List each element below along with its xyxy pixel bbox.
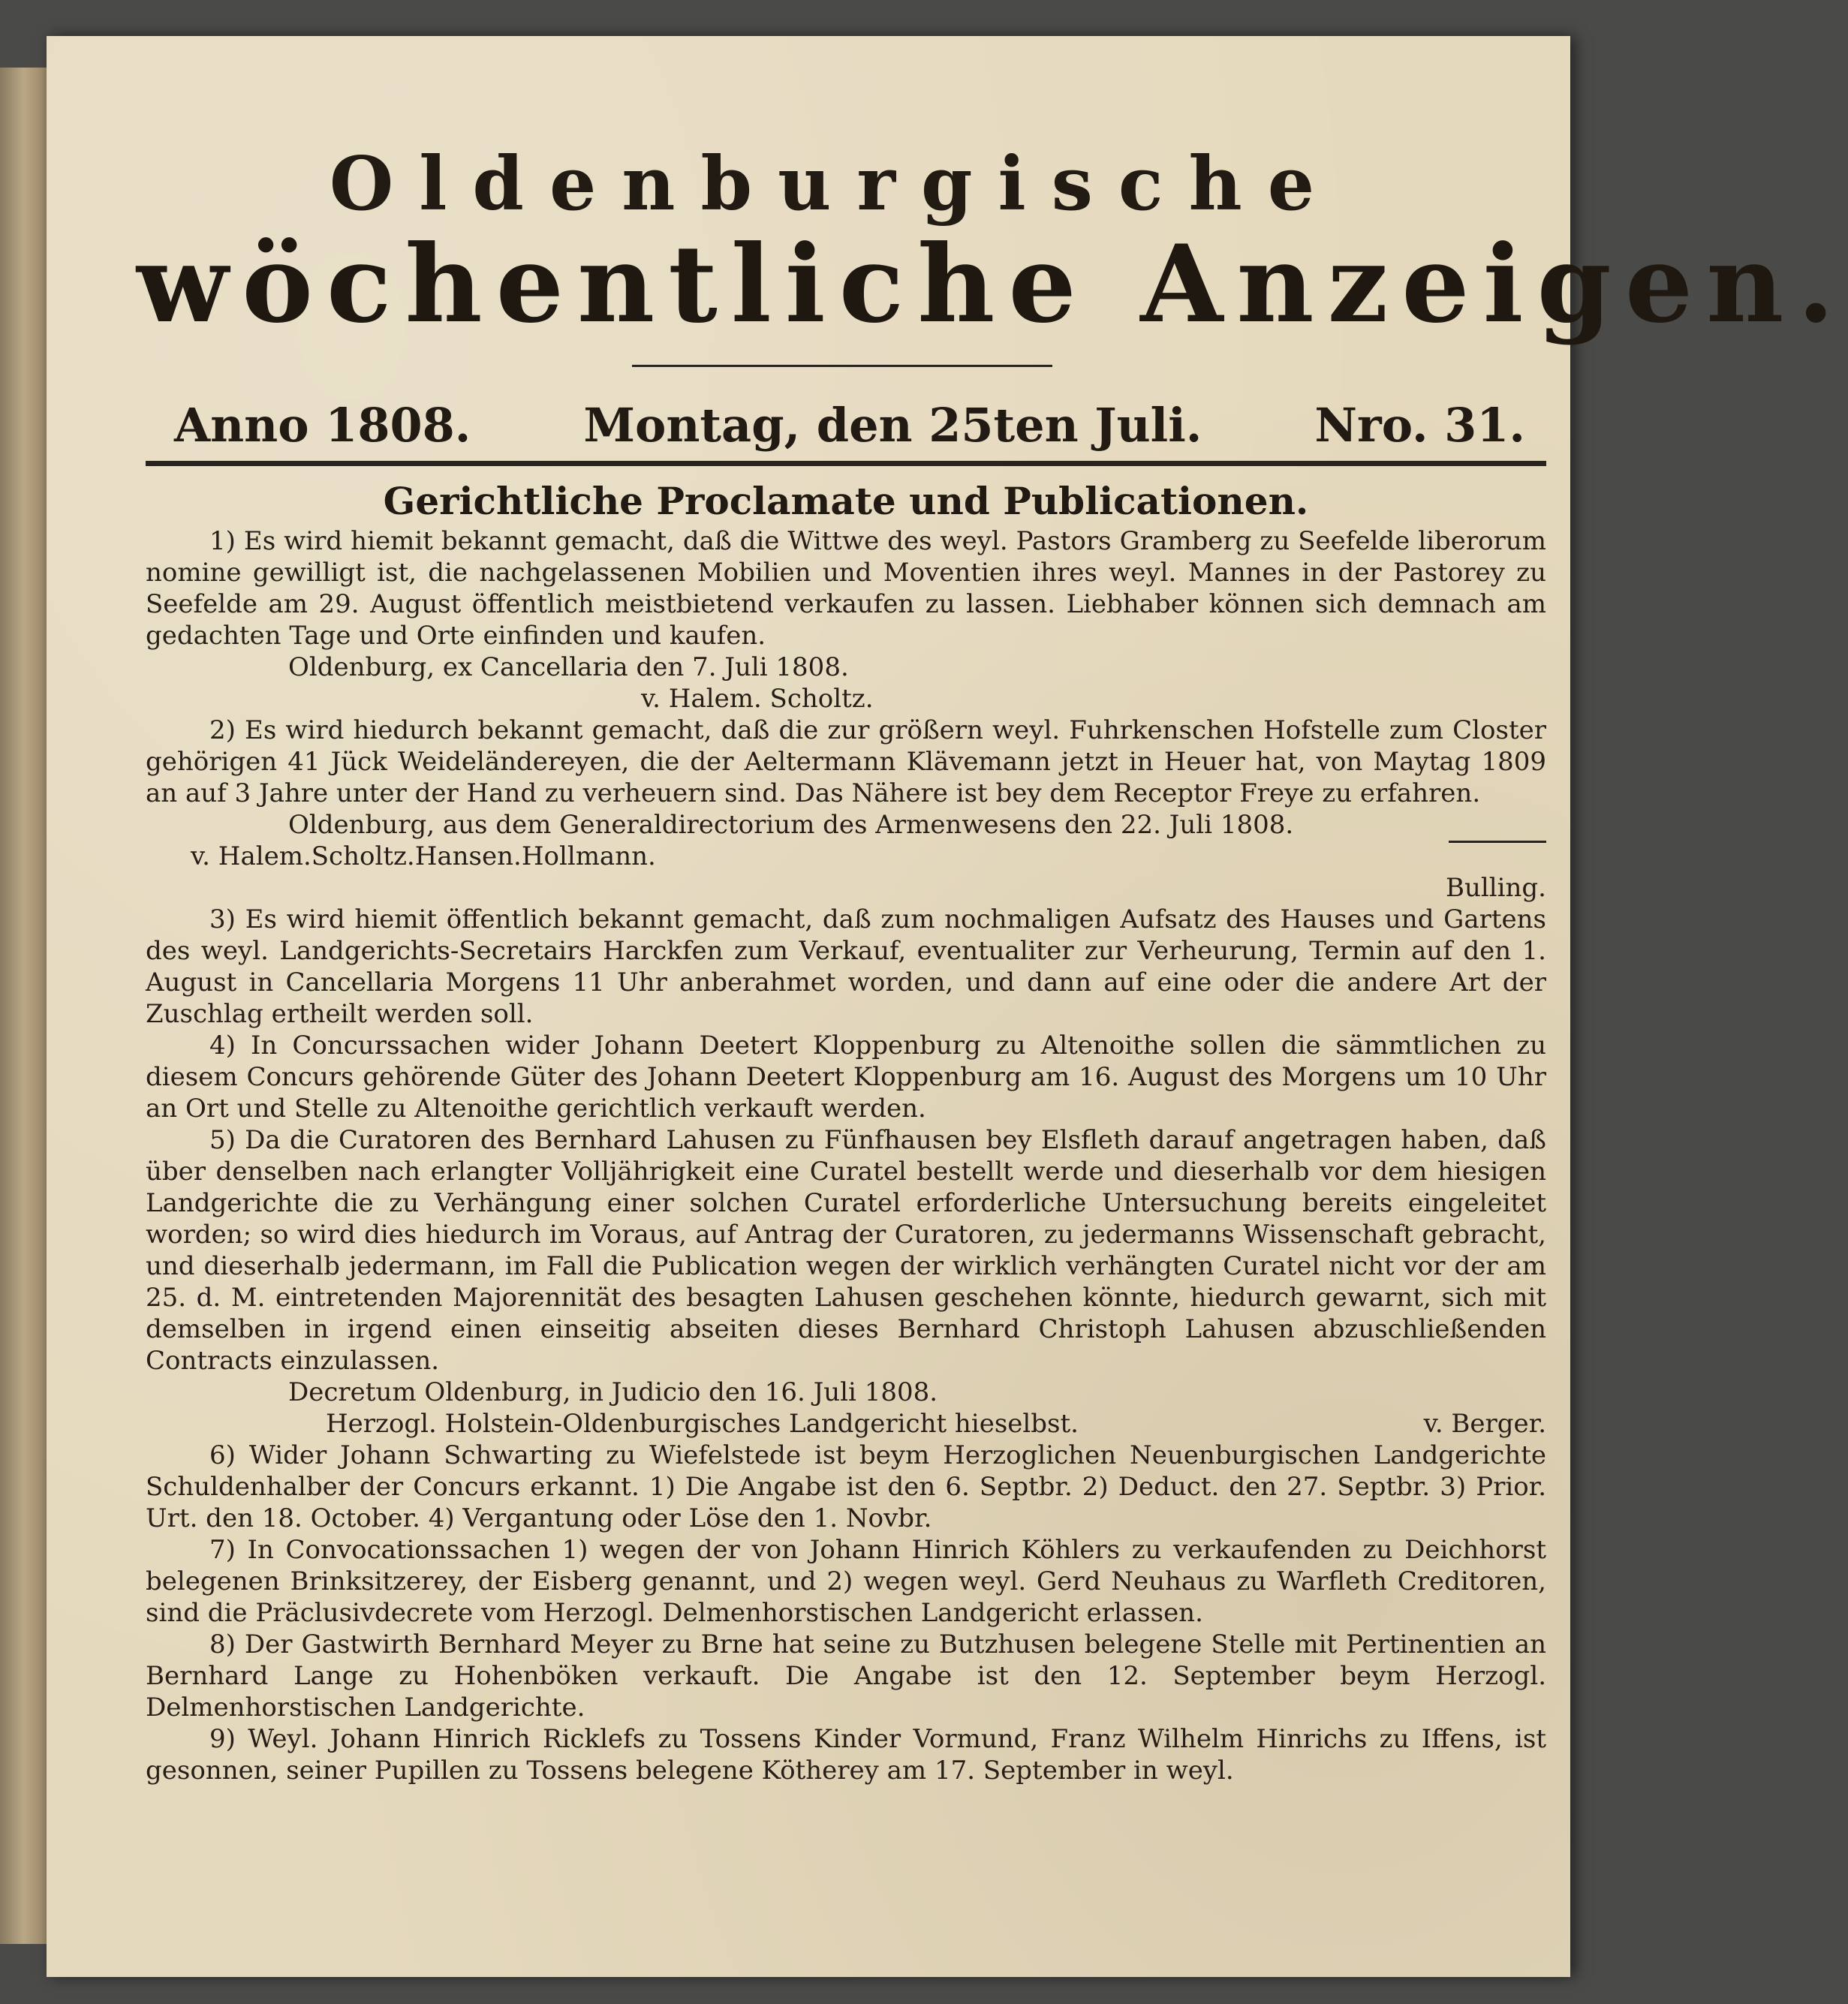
dateline	[152, 398, 1548, 453]
notice-8: 8) Der Gastwirth Bernhard Meyer zu Brne hat seine zu Butzhusen belegene Stelle mit Pertinentien an Bernhard Lange zu Hohenböken verkauft. Die Angabe ist den 12. September beym Herzogl. Delmenhorstischen Landgerichte.	[146, 1629, 1546, 1723]
notice-5: 5) Da die Curatoren des Bernhard Lahusen zu Fünfhausen bey Elsfleth darauf angetragen haben, daß über denselben nach erlangter Volljährigkeit eine Curatel bestellt werde und dieserhalb vor dem hiesigen Landgerichte die zu Verhängung einer solchen Curatel erforderliche Untersuchung bereits eingeleitet worden; so wird dies hiedurch im Voraus, auf Antrag der Curatoren, zu jedermanns Wissenschaft gebracht, und dieserhalb jedermann, im Fall die Publication wegen der wirklich verhängten Curatel nicht vor der am 25. d. M. eintretenden Majorennität des besagten Lahusen geschehen könnte, hiedurch gewarnt, sich mit demselben in irgend einen einseitig abseiten dieses Bernhard Christoph Lahusen abzuschließenden Contracts einzulassen.	[146, 1125, 1546, 1376]
notice-2-place: Oldenburg, aus dem Generaldirectorium des Armenwesens den 22. Juli 1808.	[288, 810, 1294, 840]
masthead-line-1: Oldenburgische	[329, 141, 1341, 227]
dateline-number: Nro. 31.	[1314, 398, 1525, 453]
notice-2-signature-2: Scholtz.	[311, 841, 415, 871]
masthead-divider	[632, 365, 1052, 367]
notice-3: 3) Es wird hiemit öffentlich bekannt gemacht, daß zum nochmaligen Aufsatz des Hauses und Gartens des weyl. Landgerichts-Secretairs Harckfen zum Verkauf, eventualiter zur Verheurung, Termin auf den 1. August in Cancellaria Morgens 11 Uhr anberahmet worden, und dann auf eine oder die andere Art der Zuschlag ertheilt werden soll.	[146, 904, 1546, 1029]
section-title: Gerichtliche Proclamate und Publicationen.	[383, 479, 1309, 523]
notice-1-place: Oldenburg, ex Cancellaria den 7. Juli 1808.	[288, 652, 849, 682]
notice-5-signature: v. Berger.	[1423, 1409, 1546, 1439]
notice-2: 2) Es wird hiedurch bekannt gemacht, daß die zur größern weyl. Fuhrkenschen Hofstelle zum Closter gehörigen 41 Jück Weideländereyen, die der Aeltermann Klävemann jetzt in Heuer hat, von Maytag 1809 an auf 3 Jahre unter der Hand zu verheuern sind. Das Nähere ist bey dem Receptor Freye zu erfahren.	[146, 715, 1546, 808]
notice-5-court: Herzogl. Holstein-Oldenburgisches Landgericht hieselbst.	[326, 1409, 1079, 1439]
notice-2-signature-3: Hansen.	[414, 841, 522, 871]
notice-5-place: Decretum Oldenburg, in Judicio den 16. Juli 1808.	[288, 1377, 938, 1407]
notice-2-signatures	[146, 841, 1546, 872]
notice-1-signature: v. Halem. Scholtz.	[641, 684, 874, 714]
dateline-date: Montag, den 25ten Juli.	[583, 398, 1202, 453]
left-page-edge	[0, 68, 49, 1944]
notice-2-signature-4: Hollmann.	[521, 841, 656, 871]
masthead-line-2: wöchentliche Anzeigen.	[137, 222, 1848, 347]
dateline-year: Anno 1808.	[174, 398, 471, 453]
header-rule	[146, 461, 1546, 466]
notice-1: 1) Es wird hiemit bekannt gemacht, daß die Wittwe des weyl. Pastors Gramberg zu Seefelde liberorum nomine gewilligt ist, die nachgelassenen Mobilien und Moventien ihres weyl. Mannes in der Pastorey zu Seefelde am 29. August öffentlich meistbietend verkaufen zu lassen. Liebhaber können sich demnach am gedachten Tage und Orte einfinden und kaufen.	[146, 526, 1546, 651]
notice-5-signatures	[146, 1408, 1546, 1440]
notice-2-signature-1: v. Halem.	[191, 841, 312, 871]
signature-dash	[1449, 841, 1546, 872]
notice-9: 9) Weyl. Johann Hinrich Ricklefs zu Tossens Kinder Vormund, Franz Wilhelm Hinrichs zu Iffens, ist gesonnen, seiner Pupillen zu Tossens belegene Kötherey am 17. September in weyl.	[146, 1724, 1546, 1786]
article-body	[146, 525, 1546, 1786]
notice-2-signature-5: Bulling.	[1446, 873, 1546, 903]
newspaper-page	[47, 36, 1848, 1977]
notice-4: 4) In Concurssachen wider Johann Deetert Kloppenburg zu Altenoithe sollen die sämmtlichen zu diesem Concurs gehörende Güter des Johann Deetert Kloppenburg am 16. August des Morgens um 10 Uhr an Ort und Stelle zu Altenoithe gerichtlich verkauft werden.	[146, 1031, 1546, 1124]
notice-7: 7) In Convocationssachen 1) wegen der von Johann Hinrich Köhlers zu verkaufenden zu Deichhorst belegenen Brinksitzerey, der Eisberg genannt, und 2) wegen weyl. Gerd Neuhaus zu Warfleth Creditoren, sind die Präclusivdecrete vom Herzogl. Delmenhorstischen Landgericht erlassen.	[146, 1535, 1546, 1628]
notice-6: 6) Wider Johann Schwarting zu Wiefelstede ist beym Herzoglichen Neuenburgischen Landgerichte Schuldenhalber der Concurs erkannt. 1) Die Angabe ist den 6. Septbr. 2) Deduct. den 27. Septbr. 3) Prior. Urt. den 18. October. 4) Vergantung oder Löse den 1. Novbr.	[146, 1440, 1546, 1533]
